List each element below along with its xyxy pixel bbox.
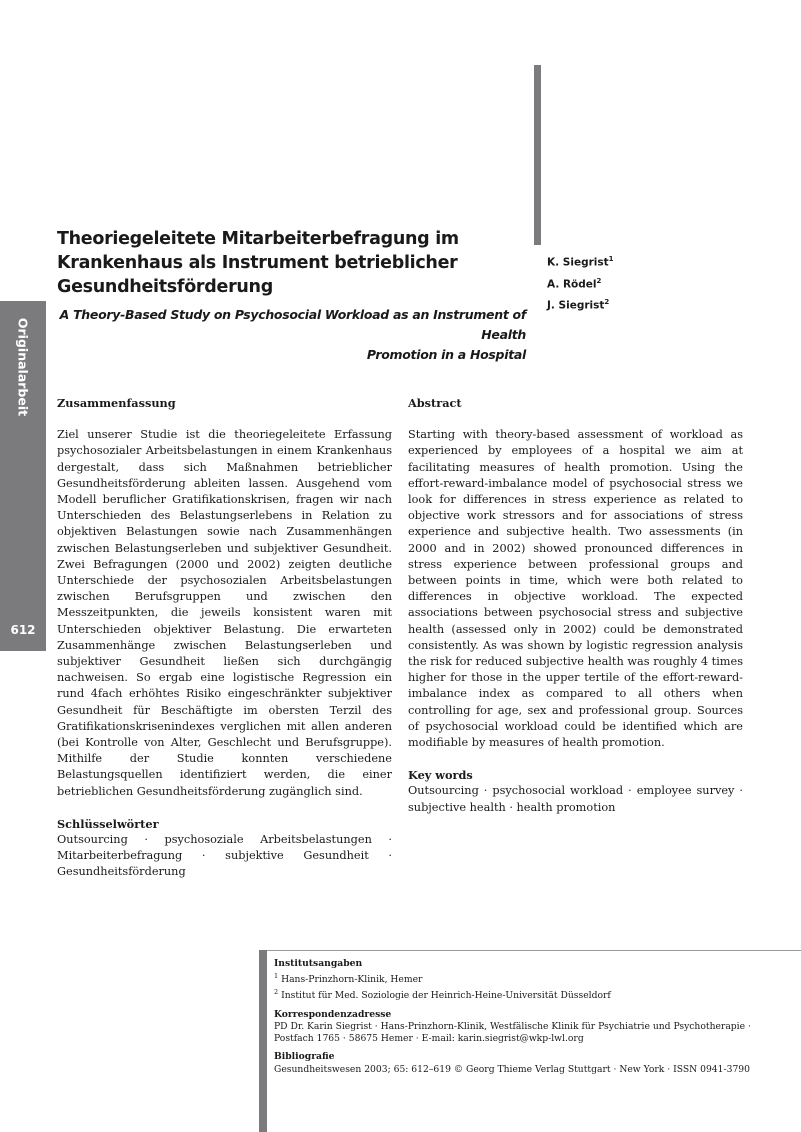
author: K. Siegrist$^1$ bbox=[547, 255, 614, 269]
correspondence-line: PD Dr. Karin Siegrist · Hans-Prinzhorn-Klinik, Westfälische Klinik für Psychiatrie und Psychotherapie · bbox=[274, 1020, 751, 1032]
english-abstract-column bbox=[408, 395, 743, 816]
keywords-heading: Key words bbox=[408, 768, 473, 783]
bibliography-text: Gesundheitswesen 2003; 65: 612–619 © Georg Thieme Verlag Stuttgart · New York · ISSN 0941-3790 bbox=[274, 1063, 750, 1075]
section-side-tab bbox=[0, 301, 46, 651]
institution-line: $^2$ Institut für Med. Soziologie der Heinrich-Heine-Universität Düsseldorf bbox=[274, 988, 611, 1002]
institutions-heading: Institutsangaben bbox=[274, 958, 363, 969]
zusammenfassung-heading: Zusammenfassung bbox=[57, 396, 176, 410]
english-subtitle bbox=[57, 305, 526, 365]
footer-divider bbox=[267, 950, 801, 951]
zusammenfassung-text: Ziel unserer Studie ist die theoriegeleitete Erfassung psychosozialer Arbeitsbelastungen in einem Krankenhaus dergestalt, dass sich Maßnahmen betrieblicher Gesundheitsförderung ableiten lassen. Ausgehend vom Modell beruflicher Gratifikationskrisen, fragen wir nach Unterschieden des Belastungserlebens in Relation zu objektiven Belastungen sowie nach Zusammenhängen zwischen Belastungserleben und subjektiver Gesundheit. Zwei Befragungen (2000 und 2002) zeigten deutliche Unterschiede der psychosozialen Arbeitsbelastungen zwischen Berufsgruppen und zwischen den Messzeitpunkten, die jeweils konsistent waren mit Unterschieden objektiver Belastung. Die erwarteten Zusammenhänge zwischen Belastungserleben und subjektiver Gesundheit ließen sich durchgängig nachweisen. So ergab eine logistische Regression ein rund 4fach erhöhtes Risiko eingeschränkter subjektiver Gesundheit für Beschäftigte im obersten Terzil des Gratifikationskrisenindexes verglichen mit allen anderen (bei Kontrolle von Alter, Geschlecht und Berufsgruppe). Mithilfe der Studie konnten verschiedene Belastungsquellen identifiziert werden, die einer betrieblichen Gesundheitsförderung zugänglich sind. bbox=[57, 428, 392, 798]
schluesselwoerter-heading: Schlüsselwörter bbox=[57, 816, 159, 831]
author: J. Siegrist$^2$ bbox=[547, 298, 610, 312]
german-summary-column bbox=[57, 395, 392, 881]
page-number: 612 bbox=[10, 623, 36, 637]
correspondence-line: Postfach 1765 · 58675 Hemer · E-mail: karin.siegrist@wkp-lwl.org bbox=[274, 1033, 584, 1045]
schluesselwoerter-text: Outsourcing · psychosoziale Arbeitsbelastungen · Mitarbeiterbefragung · subjektive Gesundheit · Gesundheitsförderung bbox=[57, 833, 392, 879]
bibliography-heading: Bibliografie bbox=[274, 1051, 335, 1063]
abstract-heading: Abstract bbox=[408, 396, 462, 410]
decorative-vertical-bar-bottom bbox=[259, 950, 267, 1132]
author-list bbox=[547, 250, 614, 315]
article-footer bbox=[274, 958, 794, 1076]
keywords-text: Outsourcing · psychosocial workload · employee survey · subjective health · health promotion bbox=[408, 784, 743, 814]
title-line: Krankenhaus als Instrument betrieblicher bbox=[57, 253, 458, 273]
correspondence-heading: Korrespondenzadresse bbox=[274, 1008, 392, 1020]
title-line: Theoriegeleitete Mitarbeiterbefragung im bbox=[57, 229, 459, 249]
subtitle-line: Promotion in a Hospital bbox=[366, 347, 526, 362]
author: A. Rödel$^2$ bbox=[547, 276, 602, 290]
article-title bbox=[57, 227, 527, 299]
article-type-label: Originalarbeit bbox=[15, 317, 31, 417]
title-line: Gesundheitsförderung bbox=[57, 277, 273, 297]
institution-line: $^1$ Hans-Prinzhorn-Klinik, Hemer bbox=[274, 972, 423, 986]
decorative-vertical-bar-top bbox=[534, 65, 541, 245]
abstract-text: Starting with theory-based assessment of workload as experienced by employees of a hospital we aim at facilitating measures of health promotion. Using the effort-reward-imbalance model of psychosocial stress we look for differences in stress experience as related to objective work stressors and for associations of stress experience and subjective health. Two assessments (in 2000 and in 2002) showed pronounced differences in stress experience between professional groups and between points in time, which were both related to differences in objective workload. The expected associations between psychosocial stress and subjective health (assessed only in 2002) could be demonstrated consistently. As was shown by logistic regression analysis the risk for reduced subjective health was roughly 4 times higher for those in the upper tertile of the effort-reward-imbalance index as compared to all others when controlling for age, sex and professional group. Sources of psychosocial workload could be identified which are modifiable by measures of health promotion. bbox=[408, 428, 743, 750]
subtitle-line: A Theory-Based Study on Psychosocial Workload as an Instrument of Health bbox=[59, 307, 526, 342]
